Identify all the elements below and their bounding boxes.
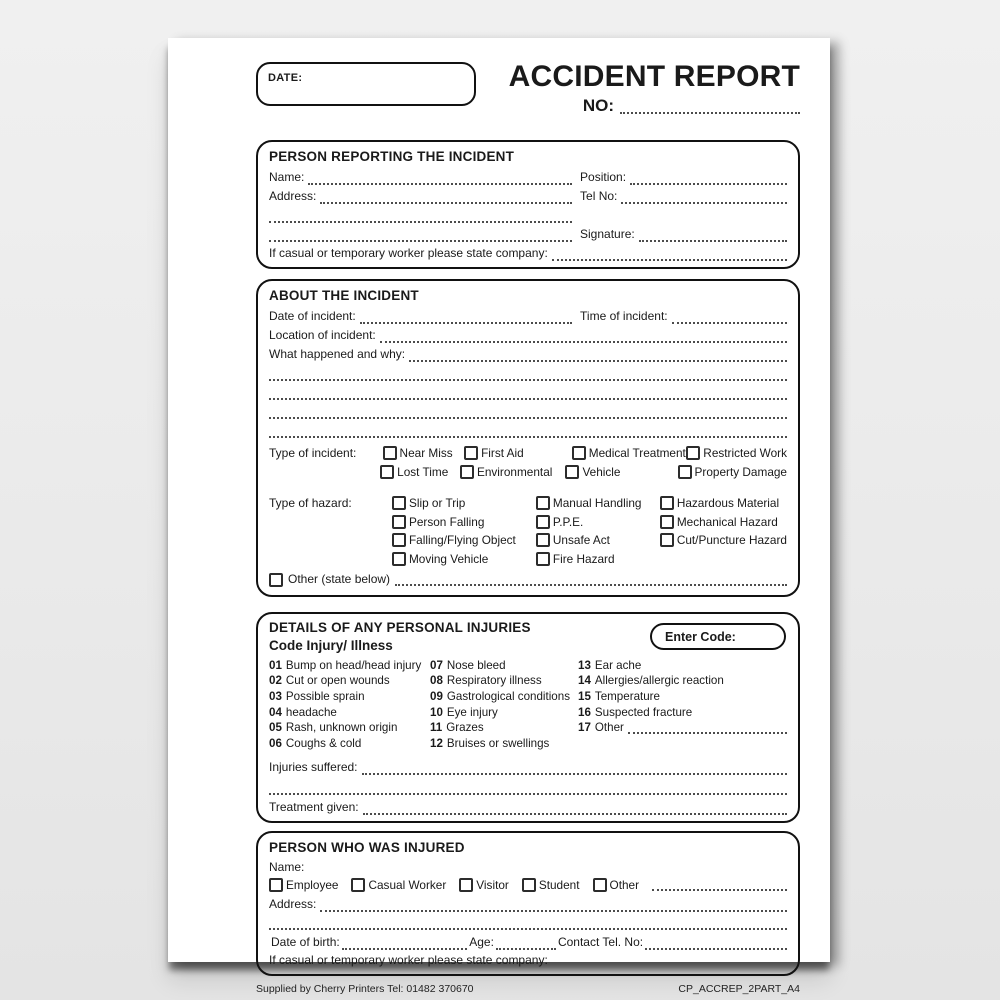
injuries-suffered-block [269, 755, 787, 815]
injury-code-item [430, 719, 578, 735]
checkbox-ppe[interactable] [536, 515, 550, 529]
checkbox-other-person[interactable] [593, 878, 607, 892]
checkbox-environmental[interactable] [460, 465, 474, 479]
what-happened-label: What happened and why: [269, 347, 406, 361]
what-happened-line-3[interactable] [269, 388, 787, 400]
injury-code-item [269, 703, 430, 719]
section-heading: ABOUT THE INCIDENT [269, 288, 419, 303]
code-injury-illness-heading: Code Injury/ Illness [269, 638, 393, 653]
form-page [168, 38, 830, 996]
other-hazard-label: Other (state below) [288, 572, 391, 586]
enter-code-box[interactable] [650, 623, 786, 650]
injury-code-item [269, 687, 430, 703]
code-text: Gastrological conditions [446, 690, 570, 704]
reporter-address-line-3[interactable] [269, 230, 572, 242]
section-heading: DETAILS OF ANY PERSONAL INJURIES [269, 620, 531, 635]
incident-type-row-1 [269, 444, 787, 463]
section-heading: PERSON WHO WAS INJURED [269, 840, 465, 856]
injury-code-item-other [578, 719, 787, 735]
supplier-credit: Supplied by Cherry Printers Tel: 01482 370670 [256, 983, 474, 996]
injury-code-item [578, 703, 787, 719]
checkbox-near-miss[interactable] [383, 446, 397, 460]
date-label: DATE: [268, 72, 303, 84]
medical-treatment-label: Medical Treatment [588, 446, 686, 461]
age-label: Age: [469, 935, 494, 950]
manual-handling-label: Manual Handling [552, 496, 642, 511]
code-text: Suspected fracture [594, 705, 693, 719]
code-num: 10 [430, 705, 443, 719]
checkbox-casual-worker[interactable] [351, 878, 365, 892]
what-happened-extra-row [269, 419, 787, 438]
casual-worker-label: Casual Worker [368, 877, 447, 892]
student-label: Student [538, 877, 580, 892]
checkbox-property-damage[interactable] [678, 465, 692, 479]
near-miss-label: Near Miss [399, 446, 453, 461]
treatment-given-row [269, 795, 787, 815]
injuries-suffered-extra-row [269, 775, 787, 795]
what-happened-row [269, 343, 787, 362]
injured-company-label: If casual or temporary worker please state company: [269, 953, 548, 968]
checkbox-hazardous-material[interactable] [660, 496, 674, 510]
checkbox-visitor[interactable] [459, 878, 473, 892]
injured-name-row [269, 857, 787, 875]
code-num: 15 [578, 690, 591, 704]
lost-time-label: Lost Time [397, 464, 449, 479]
checkbox-other-hazard[interactable] [269, 573, 283, 587]
incident-time-label: Time of incident: [580, 309, 668, 323]
what-happened-line-2[interactable] [269, 369, 787, 381]
restricted-work-label: Restricted Work [703, 446, 787, 461]
cut-puncture-hazard-label: Cut/Puncture Hazard [676, 533, 787, 548]
contact-tel-input-line[interactable] [645, 938, 787, 950]
checkbox-first-aid[interactable] [464, 446, 478, 460]
checkbox-cut-puncture-hazard[interactable] [660, 533, 674, 547]
injured-address-extra-row [269, 912, 787, 930]
injury-code-item [430, 703, 578, 719]
reporter-address-input-line[interactable] [320, 192, 572, 204]
hazard-type-block [269, 494, 787, 568]
incident-time-input-line[interactable] [672, 312, 787, 324]
checkbox-vehicle[interactable] [565, 465, 579, 479]
checkbox-manual-handling[interactable] [536, 496, 550, 510]
other-hazard-row [269, 570, 787, 589]
ppe-label: P.P.E. [552, 514, 584, 529]
checkbox-slip-or-trip[interactable] [392, 496, 406, 510]
age-input-line[interactable] [496, 938, 556, 950]
injury-code-item [578, 687, 787, 703]
other-hazard-input-line[interactable] [395, 574, 787, 586]
code-text: Nose bleed [446, 658, 506, 672]
visitor-label: Visitor [476, 877, 509, 892]
reporter-company-input-line[interactable] [552, 249, 787, 261]
code-num: 14 [578, 674, 591, 688]
incident-date-label: Date of incident: [269, 309, 356, 323]
unsafe-act-label: Unsafe Act [552, 533, 610, 548]
injured-address-line-2[interactable] [269, 918, 787, 930]
name-position-row [269, 166, 787, 185]
code-text: Ear ache [594, 658, 642, 672]
person-falling-label: Person Falling [408, 514, 485, 529]
injury-code-item [430, 656, 578, 672]
injuries-suffered-line-1[interactable] [362, 763, 788, 775]
report-number-input-line[interactable] [620, 102, 800, 114]
section-about-incident [256, 279, 800, 597]
injury-code-item [430, 687, 578, 703]
code-text: Grazes [446, 721, 484, 735]
incident-location-input-line[interactable] [380, 331, 787, 343]
code-num: 17 [578, 721, 591, 735]
what-happened-extra-row [269, 362, 787, 381]
code-text: Temperature [594, 690, 660, 704]
checkbox-fire-hazard[interactable] [536, 552, 550, 566]
treatment-given-input-line[interactable] [363, 803, 787, 815]
incident-location-row [269, 324, 787, 343]
moving-vehicle-label: Moving Vehicle [408, 551, 489, 566]
title-block [476, 62, 800, 114]
injury-code-item [430, 672, 578, 688]
other-person-label: Other [609, 877, 640, 892]
address-line-2-row [269, 204, 787, 223]
code-num: 09 [430, 690, 443, 704]
checkbox-moving-vehicle[interactable] [392, 552, 406, 566]
incident-date-input-line[interactable] [360, 312, 572, 324]
code-num: 08 [430, 674, 443, 688]
code-text: Allergies/allergic reaction [594, 674, 724, 688]
code-text: Rash, unknown origin [285, 721, 398, 735]
signature-input-line[interactable] [639, 230, 787, 242]
what-happened-extra-row [269, 400, 787, 419]
checkbox-medical-treatment[interactable] [572, 446, 586, 460]
code-num: 02 [269, 674, 282, 688]
checkbox-employee[interactable] [269, 878, 283, 892]
first-aid-label: First Aid [481, 446, 524, 461]
tel-no-input-line[interactable] [621, 192, 787, 204]
form-header [256, 62, 800, 140]
checkbox-lost-time[interactable] [380, 465, 394, 479]
code-num: 12 [430, 737, 443, 751]
dob-age-contact-row [269, 930, 787, 950]
section-heading: PERSON REPORTING THE INCIDENT [269, 149, 515, 164]
code-text: Other [594, 721, 624, 735]
injuries-suffered-line-2[interactable] [269, 783, 787, 795]
code-num: 11 [430, 721, 443, 735]
injured-category-row [269, 875, 787, 894]
code-num: 05 [269, 721, 282, 735]
code-text: Bump on head/head injury [285, 658, 422, 672]
reporter-address-line-2[interactable] [269, 211, 572, 223]
injury-code-item [578, 672, 787, 688]
injury-code-item [269, 672, 430, 688]
checkbox-falling-flying-object[interactable] [392, 533, 406, 547]
name-label: Name: [269, 170, 305, 184]
incident-location-label: Location of incident: [269, 328, 376, 342]
employee-label: Employee [286, 877, 339, 892]
injured-address-label: Address: [269, 897, 317, 912]
code-text: Bruises or swellings [446, 737, 550, 751]
checkbox-mechanical-hazard[interactable] [660, 515, 674, 529]
report-number-label: NO: [582, 96, 614, 115]
injured-company-row [269, 950, 787, 968]
reporter-company-label: If casual or temporary worker please state company: [269, 246, 548, 260]
what-happened-line-1[interactable] [409, 350, 787, 362]
injuries-suffered-label: Injuries suffered: [269, 760, 358, 775]
code-num: 03 [269, 690, 282, 704]
incident-type-label: Type of incident: [269, 446, 357, 461]
code-text: headache [285, 705, 337, 719]
form-content [256, 62, 800, 995]
position-label: Position: [580, 170, 627, 184]
code-text: Respiratory illness [446, 674, 542, 688]
section-person-reporting [256, 140, 800, 269]
signature-label: Signature: [580, 227, 635, 241]
environmental-label: Environmental [476, 464, 553, 479]
injured-address-row [269, 894, 787, 912]
dob-input-line[interactable] [342, 938, 468, 950]
code-text: Eye injury [446, 705, 498, 719]
slip-or-trip-label: Slip or Trip [408, 496, 466, 511]
contact-tel-label: Contact Tel. No: [557, 935, 644, 950]
injury-code-item [430, 734, 578, 750]
fire-hazard-label: Fire Hazard [552, 551, 615, 566]
report-number-row [496, 97, 800, 114]
position-input-line[interactable] [630, 173, 787, 185]
form-code: CP_ACCREP_2PART_A4 [678, 983, 800, 996]
code-text: Cut or open wounds [285, 674, 390, 688]
reporter-name-input-line[interactable] [308, 173, 572, 185]
what-happened-extra-row [269, 381, 787, 400]
injuries-suffered-row [269, 755, 787, 775]
form-title: ACCIDENT REPORT [508, 60, 800, 93]
injury-code-item [578, 656, 787, 672]
enter-code-label: Enter Code: [665, 629, 736, 644]
checkbox-unsafe-act[interactable] [536, 533, 550, 547]
incident-type-row-2 [269, 463, 787, 482]
code-num: 13 [578, 658, 591, 672]
print-footer [256, 983, 800, 995]
what-happened-line-5[interactable] [269, 426, 787, 438]
other-person-input-line[interactable] [652, 879, 787, 891]
hazard-type-label: Type of hazard: [269, 496, 352, 510]
section-personal-injuries [256, 612, 800, 823]
code-text: Coughs & cold [285, 737, 362, 751]
injured-address-line-1[interactable] [320, 900, 787, 912]
treatment-given-label: Treatment given: [269, 800, 359, 815]
dob-label: Date of birth: [271, 935, 340, 950]
property-damage-label: Property Damage [694, 464, 787, 479]
injury-code-item [269, 656, 430, 672]
other-injury-input-line[interactable] [628, 722, 787, 734]
reporter-company-row [269, 242, 787, 261]
incident-date-time-row [269, 305, 787, 324]
code-num: 04 [269, 705, 282, 719]
vehicle-label: Vehicle [582, 464, 621, 479]
what-happened-line-4[interactable] [269, 407, 787, 419]
injury-code-item [269, 734, 430, 750]
code-num: 07 [430, 658, 443, 672]
injury-code-list [269, 656, 787, 750]
date-box[interactable] [256, 62, 476, 106]
section-person-injured [256, 831, 800, 976]
injury-code-item [269, 719, 430, 735]
checkbox-person-falling[interactable] [392, 515, 406, 529]
code-num: 06 [269, 737, 282, 751]
address-label: Address: [269, 189, 317, 203]
address-signature-row [269, 223, 787, 242]
checkbox-restricted-work[interactable] [686, 446, 700, 460]
code-text: Possible sprain [285, 690, 365, 704]
address-tel-row [269, 185, 787, 204]
hazardous-material-label: Hazardous Material [676, 496, 780, 511]
tel-no-label: Tel No: [580, 189, 618, 203]
mechanical-hazard-label: Mechanical Hazard [676, 514, 778, 529]
code-num: 01 [269, 658, 282, 672]
falling-flying-object-label: Falling/Flying Object [408, 533, 516, 548]
injured-name-label: Name: [269, 860, 305, 875]
checkbox-student[interactable] [522, 878, 536, 892]
code-num: 16 [578, 705, 591, 719]
